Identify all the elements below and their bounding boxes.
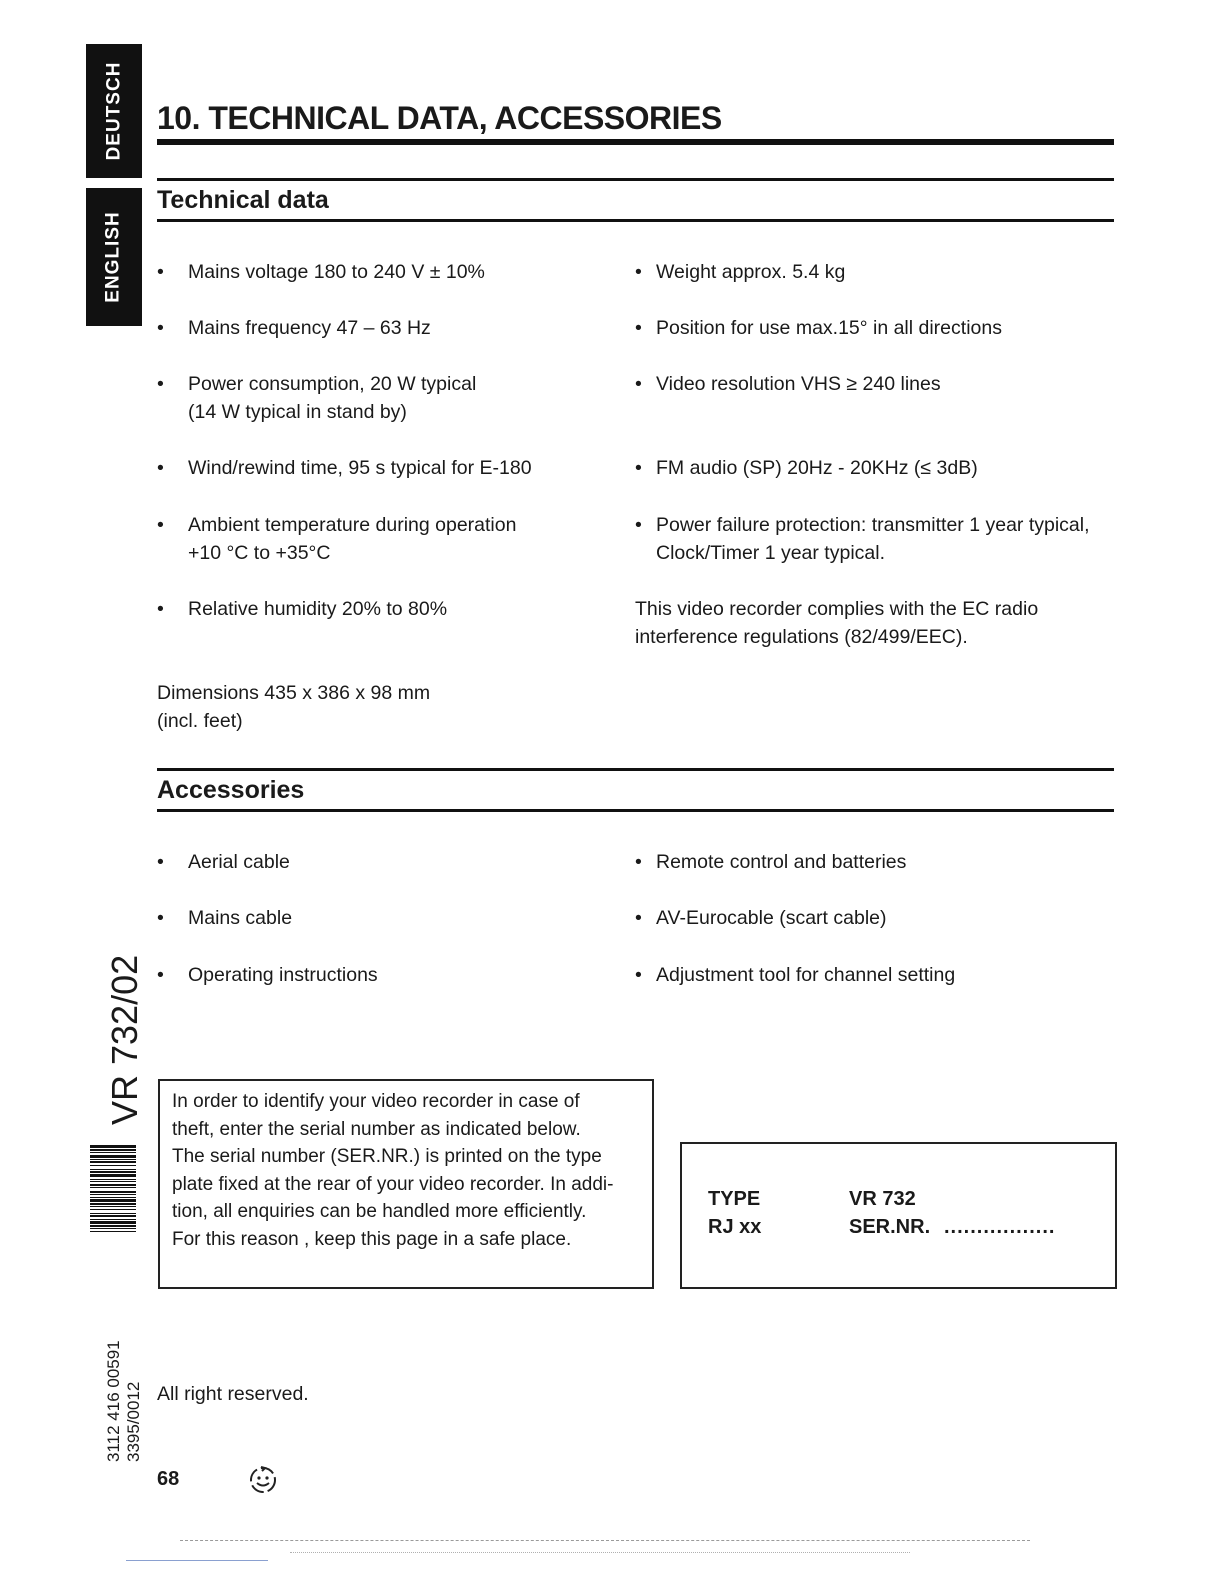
bullet-dot: • <box>157 261 164 283</box>
technical-heading: Technical data <box>157 186 329 214</box>
tech-item-text: Weight approx. 5.4 kg <box>656 261 846 283</box>
bullet-dot: • <box>157 907 164 929</box>
barcode-bar <box>90 1165 136 1166</box>
barcode-bar <box>90 1181 136 1182</box>
technical-bottom-rule <box>157 219 1114 222</box>
rights-text: All right reserved. <box>157 1383 309 1405</box>
recycle-face-icon <box>246 1462 280 1496</box>
barcode-bar <box>90 1197 136 1198</box>
notice-line: theft, enter the serial number as indicated below. <box>172 1118 581 1140</box>
dimensions <box>157 679 430 735</box>
bullet-dot: • <box>157 457 164 479</box>
dimensions-line: (incl. feet) <box>157 710 243 732</box>
barcode-bar <box>90 1203 136 1205</box>
bullet-dot: • <box>635 317 642 339</box>
model-vertical-text: VR 732/02 <box>104 954 145 1125</box>
barcode-bar <box>90 1194 136 1195</box>
accessory-item-text: Operating instructions <box>188 964 378 986</box>
tab-deutsch-label: DEUTSCH <box>103 61 124 161</box>
accessory-item-text: AV-Eurocable (scart cable) <box>656 907 887 929</box>
type-value: VR 732 <box>849 1188 916 1210</box>
dimensions-line: Dimensions 435 x 386 x 98 mm <box>157 682 431 704</box>
rj-label: RJ xx <box>708 1216 762 1238</box>
notice-line: plate fixed at the rear of your video recorder. In addi- <box>172 1173 614 1195</box>
tech-item-text: FM audio (SP) 20Hz - 20KHz (≤ 3dB) <box>656 457 978 479</box>
page-title: 10. TECHNICAL DATA, ACCESSORIES <box>157 100 722 136</box>
scan-artifact-line <box>180 1540 1030 1542</box>
notice-line: The serial number (SER.NR.) is printed on the type <box>172 1146 602 1168</box>
barcode-bar <box>90 1145 136 1148</box>
tech-item-text: Mains voltage 180 to 240 V ± 10% <box>188 261 485 283</box>
type-label: TYPE <box>708 1188 761 1210</box>
tech-item-text: Power consumption, 20 W typical <box>188 373 477 395</box>
barcode-bar <box>90 1155 136 1158</box>
barcode-bar <box>90 1159 136 1160</box>
compliance-line: This video recorder complies with the EC radio <box>635 598 1039 620</box>
tab-english[interactable] <box>86 188 142 326</box>
compliance-note <box>635 595 1038 651</box>
notice-line: tion, all enquiries can be handled more efficiently. <box>172 1201 587 1223</box>
bullet-dot: • <box>157 514 164 536</box>
barcode-bar <box>90 1187 136 1188</box>
barcode-bar <box>90 1231 136 1232</box>
tech-item-text: Position for use max.15° in all directions <box>656 317 1002 339</box>
barcode <box>90 1145 136 1321</box>
barcode-bar <box>90 1169 136 1170</box>
tech-item-text: Wind/rewind time, 95 s typical for E-180 <box>188 457 532 479</box>
barcode-bar <box>90 1199 136 1202</box>
barcode-bar <box>90 1191 136 1193</box>
title-rule <box>157 139 1114 145</box>
type-plate-box <box>680 1142 1117 1289</box>
barcode-bar <box>90 1206 136 1207</box>
barcode-bar <box>90 1179 136 1180</box>
product-code-line2: 3395/0012 <box>124 1381 143 1462</box>
barcode-bar <box>90 1149 136 1151</box>
barcode-bar <box>90 1219 136 1220</box>
bullet-dot: • <box>157 373 164 395</box>
barcode-bar <box>90 1221 136 1224</box>
bullet-dot: • <box>635 373 642 395</box>
barcode-bar <box>90 1174 136 1177</box>
bullet-dot: • <box>635 964 642 986</box>
accessories-heading: Accessories <box>157 776 305 804</box>
accessory-item-text: Adjustment tool for channel setting <box>656 964 956 986</box>
barcode-bar <box>90 1225 136 1227</box>
barcode-bar <box>90 1228 136 1229</box>
page-number: 68 <box>157 1468 180 1490</box>
bullet-dot: • <box>635 261 642 283</box>
barcode-bar <box>90 1213 136 1214</box>
bullet-dot: • <box>157 317 164 339</box>
accessory-item-text: Mains cable <box>188 907 293 929</box>
bullet-dot: • <box>157 598 164 620</box>
sernr-label: SER.NR. <box>849 1216 931 1238</box>
compliance-line: interference regulations (82/499/EEC). <box>635 626 968 648</box>
tech-item-text: Mains frequency 47 – 63 Hz <box>188 317 431 339</box>
bullet-dot: • <box>635 851 642 873</box>
tab-english-label: ENGLISH <box>103 211 125 303</box>
bullet-dot: • <box>635 514 642 536</box>
tech-item-text: Video resolution VHS ≥ 240 lines <box>656 373 941 395</box>
accessory-item-text: Aerial cable <box>188 851 290 873</box>
accessories-top-rule <box>157 768 1114 771</box>
bullet-dot: • <box>157 851 164 873</box>
barcode-bar <box>90 1152 136 1153</box>
barcode-bar <box>90 1161 136 1163</box>
accessory-item-text: Remote control and batteries <box>656 851 907 873</box>
tech-item-text-cont: (14 W typical in stand by) <box>188 401 407 423</box>
scan-artifact-line <box>126 1560 268 1561</box>
scan-artifact-line <box>290 1552 910 1554</box>
technical-top-rule <box>157 178 1114 181</box>
bullet-dot: • <box>157 964 164 986</box>
sernr-entry-field[interactable]: ................. <box>944 1216 1056 1238</box>
bullet-dot: • <box>635 457 642 479</box>
product-code <box>104 1340 144 1462</box>
tech-item-text-cont: +10 °C to +35°C <box>188 542 331 564</box>
product-code-line1: 3112 416 00591 <box>104 1340 123 1462</box>
tab-deutsch[interactable] <box>86 44 142 178</box>
accessories-bottom-rule <box>157 809 1114 812</box>
tech-item-text: Relative humidity 20% to 80% <box>188 598 448 620</box>
barcode-bar <box>90 1184 136 1186</box>
notice-line: In order to identify your video recorder in case of <box>172 1091 580 1112</box>
theft-notice-box <box>158 1079 654 1289</box>
notice-line: For this reason , keep this page in a safe place. <box>172 1228 572 1250</box>
barcode-bar <box>90 1215 136 1217</box>
bullet-dot: • <box>635 907 642 929</box>
tech-item-text-cont: Clock/Timer 1 year typical. <box>656 542 886 564</box>
tech-item-text: Ambient temperature during operation <box>188 514 517 536</box>
tech-item-text: Power failure protection: transmitter 1 year typical, <box>656 514 1090 536</box>
barcode-bar <box>90 1209 136 1210</box>
barcode-bar <box>90 1171 136 1173</box>
